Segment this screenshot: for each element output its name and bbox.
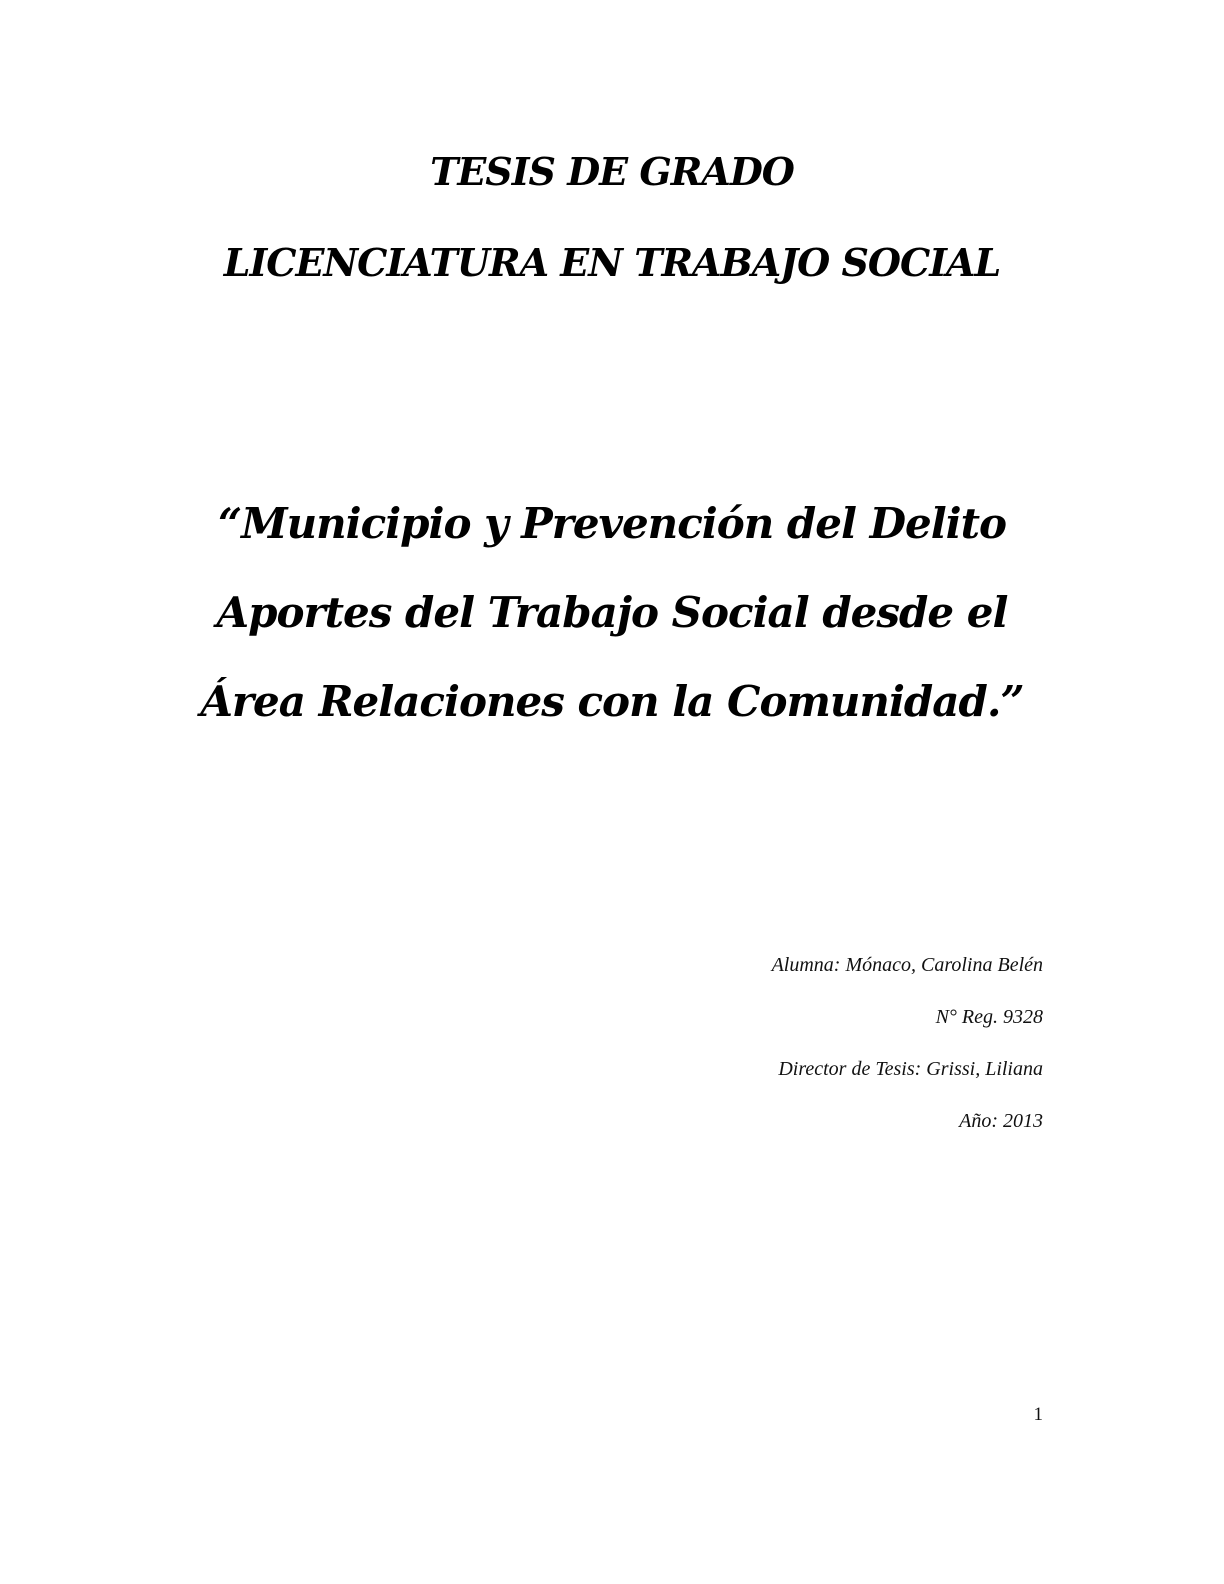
registration-number: N° Reg. 9328 bbox=[935, 1006, 1043, 1028]
thesis-title-line-1: “Municipio y Prevención del Delito bbox=[217, 499, 1007, 548]
thesis-director: Director de Tesis: Grissi, Liliana bbox=[778, 1058, 1043, 1080]
page-number: 1 bbox=[1033, 1404, 1043, 1425]
thesis-title-line-3: Área Relaciones con la Comunidad.” bbox=[200, 677, 1024, 726]
thesis-title-line-2: Aportes del Trabajo Social desde el bbox=[216, 588, 1008, 637]
program-heading: LICENCIATURA EN TRABAJO SOCIAL bbox=[223, 240, 1001, 285]
degree-heading: TESIS DE GRADO bbox=[430, 149, 794, 194]
student-name: Alumna: Mónaco, Carolina Belén bbox=[771, 954, 1043, 976]
thesis-year: Año: 2013 bbox=[959, 1110, 1043, 1132]
